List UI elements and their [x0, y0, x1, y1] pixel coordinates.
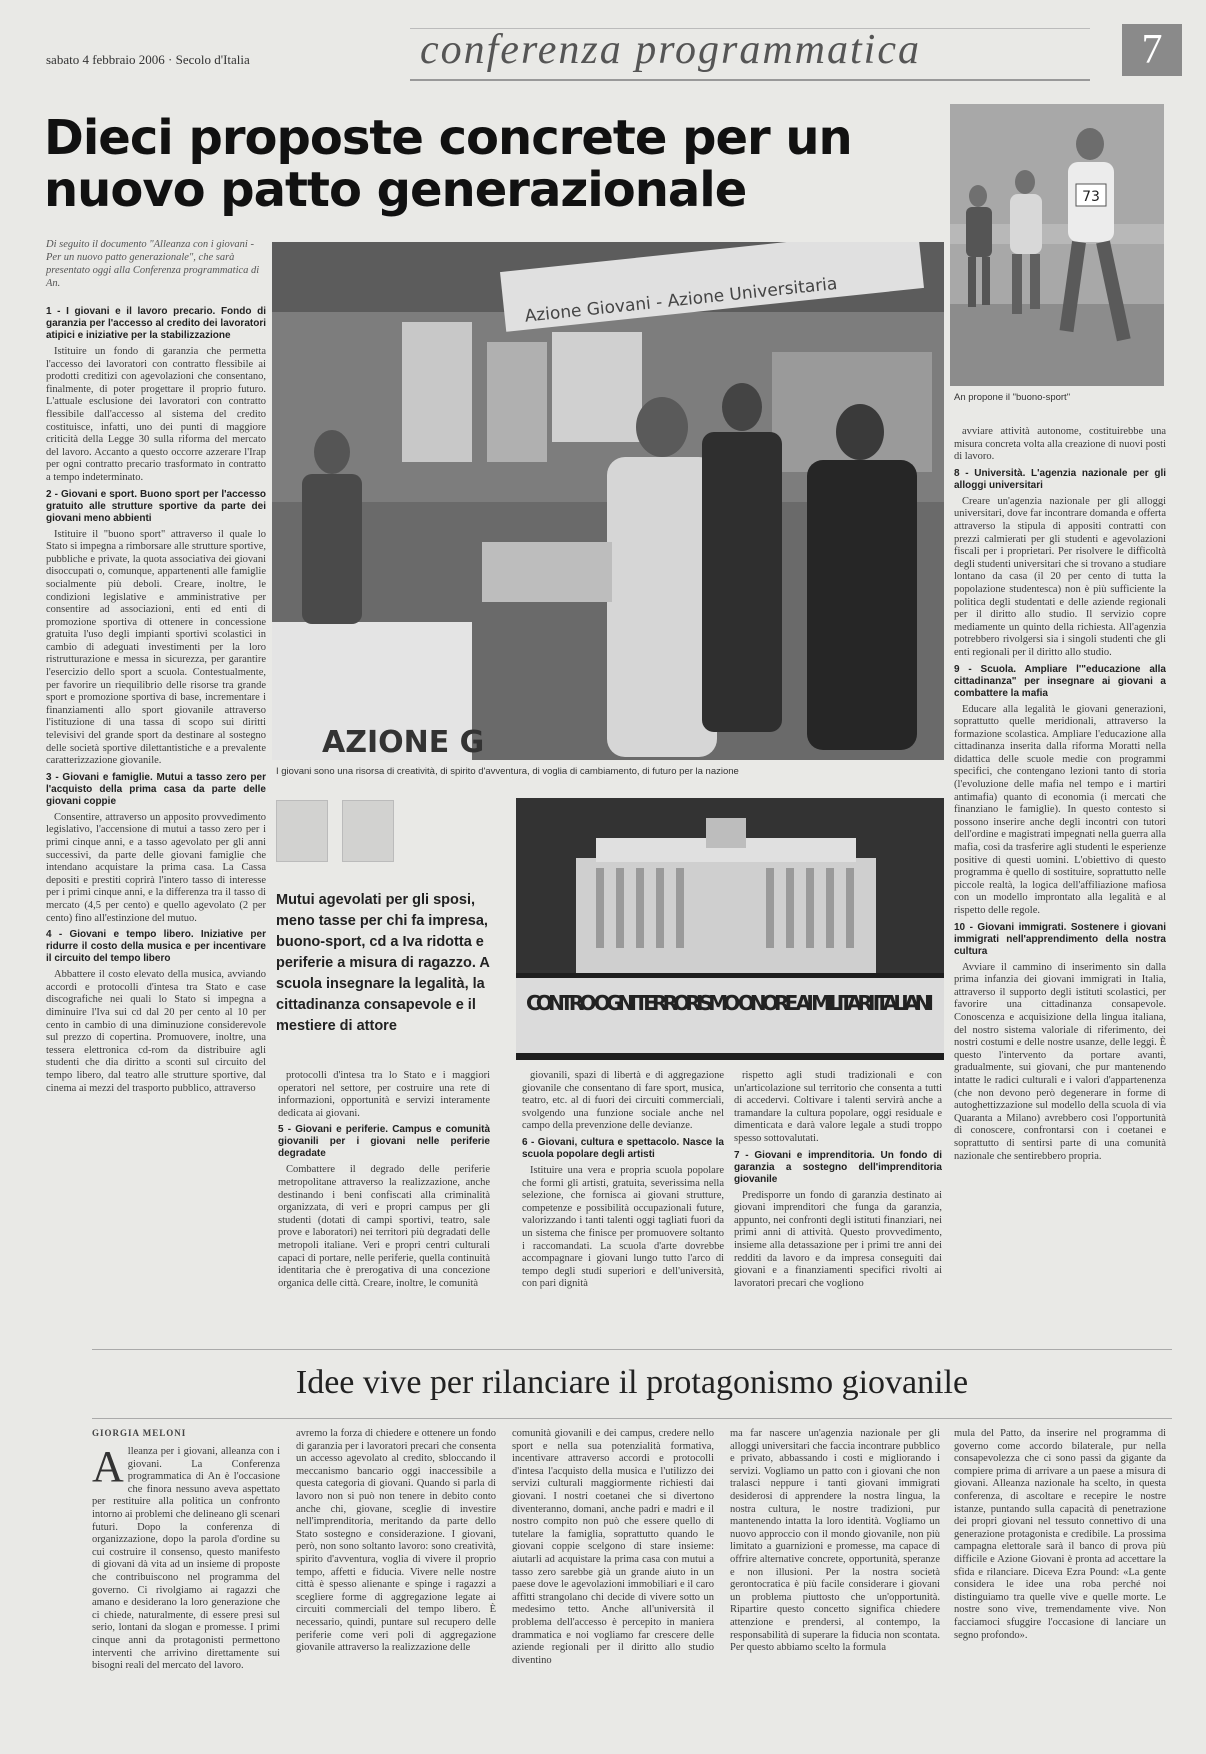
col4-block: Predisporre un fondo di garanzia destinato ai giovani imprenditori che funga da garanzia, appunto, nei confronti degli istituti finanziari, nei primi anni di attività. Questo provvedimento, insieme alla detassazione per i primi tre anni dei redditi da lavoro e da impresa conseguiti dai giovani e a finanziamenti specifici rivolti ai lavoratori precari che vogliono — [734, 1189, 942, 1289]
col1-block: Istituire il "buono sport" attraverso il quale lo Stato si impegna a rimborsare alle strutture sportive, pubbliche e private, la quota associativa dei giovani disoccupati o, comunque, appartenenti alle famiglie socialmente più deboli. Creare, inoltre, le condizioni legislative e amministrative per consentire ad associazioni, enti ed enti di promozione sportiva di ottenere in concessione gratuita l'uso degli impianti sportivi scolastici in cambio di adeguati investimenti per la loro ristrutturazione e messa in sicurezza, per garantire l'esercizio dello sport a scuola. Contestualmente, per favorire un riequilibrio delle risorse tra grande sport e promozione sportiva di base, incrementare i finanziamenti allo sport giovanile attraverso l'istituzione di una tassa di scopo sui diritti televisivi del grande sport da destinare al sostegno delle società sportive dilettantistiche e a prevalente caratterizzazione giovanile. — [46, 528, 266, 767]
byline: GIORGIA MELONI — [92, 1428, 187, 1438]
col1-block: 1 - I giovani e il lavoro precario. Fondo di garanzia per l'accesso al credito dei lavoratori atipici e iniziative per la stabilizzazione — [46, 306, 266, 341]
col5-block: Educare alla legalità le giovani generazioni, soprattutto quelle meridionali, attraverso la formazione scolastica. Ampliare l'educazione alla cittadinanza inserita dalla riforma Moratti nella didattica delle scuole medie con programmi specifici, che contengano lezioni tanto di storia (l'evoluzione delle mafia nel tempo e i martiri antimafia) quanto di economia (i mercati che finanziano le famiglie). In questo contesto si possono inserire anche degli incontri con tutori dell'ordine e magistrati impegnati nella guerra alla mafia, così da trasferire agli studenti le esperienze positive di questi uomini. L'obiettivo di questo programma è quello di sostituire, soprattutto nelle piccole realtà, la logica dell'affiliazione mafiosa con un modello improntato alla legalità e al rispetto delle regole. — [954, 703, 1166, 916]
deco-square — [276, 800, 328, 862]
bottom-col-text: comunità giovanili e dei campus, credere nello sport e nella sua potenzialità formativa, incentivare attraverso accordi e protocolli d'intesa l'acquisto della musica e l'utilizzo dei servizi culturali maggiormente richiesti dai giovani. I nostri coetanei che si divertono diventeranno, domani, anche padri e madri e il nostro compito non può che essere quello di tutelare la famiglia, soprattutto quando le giovani coppie scelgono di stare insieme: aiutarli ad acquistare la prima casa con mutui a tasso zero sarebbe già un grande aiuto in un paese dove le agevolazioni immobiliari e il caro affitti strangolano chi decide di vivere sotto un medesimo tetto. Anche all'università il problema dell'accesso è percepito in maniera drammatica e noi vogliamo far crescere delle aziende regionali per il diritto allo studio diventino — [512, 1428, 714, 1666]
column-1 — [46, 306, 266, 1322]
col1-block: 3 - Giovani e famiglie. Mutui a tasso zero per l'acquisto della prima casa da parte delle giovani coppie — [46, 771, 266, 807]
col4-block: rispetto agli studi tradizionali e con un'articolazione sul territorio che consenta a tutti di accedervi. Coltivare i talenti servirà anche a tramandare la cultura popolare, oggi residuale e dimenticata e darà valore legale a studi troppo spesso sottovalutati. — [734, 1070, 942, 1144]
bottom-column-5 — [954, 1428, 1166, 1746]
col5-block: 9 - Scuola. Ampliare l'"educazione alla cittadinanza" per insegnare ai giovani a combattere la mafia — [954, 663, 1166, 699]
protest-banner: CONTRO OGNI TERRORISMO ONORE AI MILITARI ITALIANI — [526, 991, 934, 1015]
intro-text: Di seguito il documento "Alleanza con i giovani - Per un nuovo patto generazionale", che sarà presentato oggi alla Conferenza programmatica di An. — [46, 239, 260, 289]
section-title: conferenza programmatica — [420, 27, 921, 73]
bottom-col-text: mula del Patto, da inserire nel programma di governo come accordo bilaterale, pur nella consapevolezza che ci sono passi da gigante da compiere prima di arrivare a un paese a misura di giovani. Alleanza nazionale ha scelto, in questa conferenza, di ascoltare e recepire le nostre istanze, puntando sulla capacità di penetrazione dei propri giovani nel tessuto connettivo di una generazione protagonista e credibile. La prossima campagna elettorale sarà il banco di prova più difficile e Azione Giovani è pronta ad accettare la sfida e rilanciare. Diceva Ezra Pound: «La gente considera le idee una roba perché noi distinguiamo tra quelle vive e quelle morte. Le nostre sono vive, tremendamente vive. Non facciamoci sfuggire l'occasione di lanciare un segno profondo». — [954, 1428, 1166, 1641]
col3-block: Istituire una vera e propria scuola popolare che formi gli artisti, gratuita, severissima nella selezione, che fornisca ai giovani strutture, competenze e possibilità occupazionali future, valorizzando i tanti talenti oggi tagliati fuori da un sistema che finisce per promuovere soltanto i raccomandati. La scuola d'arte dovrebbe accompagnare i giovani lungo tutto l'arco di tempo degli studi superiori e dell'università, con pari dignità — [522, 1164, 724, 1290]
night-photo — [516, 798, 944, 1060]
sport-caption: An propone il "buono-sport" — [954, 392, 1071, 403]
pull-quote: Mutui agevolati per gli sposi, meno tasse per chi fa impresa, buono-sport, cd a Iva ridotta e periferie a misura di ragazzo. A scuola insegnare la legalità, la cittadinanza consapevole e il mestiere di attore — [276, 892, 490, 1034]
col3-block: giovanili, spazi di libertà e di aggregazione giovanile che consentano di fare sport, musica, teatro, etc. al di fuori dei circuiti commerciali, svolgendo una funzione sociale anche nel campo della prevenzione delle devianze. — [522, 1070, 724, 1132]
col5-block: 8 - Università. L'agenzia nazionale per gli alloggi universitari — [954, 467, 1166, 491]
bottom-column-4 — [730, 1428, 940, 1746]
col1-block: Consentire, attraverso un apposito provvedimento legislativo, l'accensione di mutui a tasso zero per i primi cinque anni, e a tasso agevolato per gli anni successivi, da parte delle giovani famiglie che intendano acquistare la prima casa. La Cassa depositi e prestiti coprirà l'intero tasso di interesse per i primi cinque anni, e la differenza tra il tasso di mercato (4,5 per cento) e quello agevolato (2 per cento) fino all'estinzione del mutuo. — [46, 811, 266, 924]
col3-block: 6 - Giovani, cultura e spettacolo. Nasce la scuola popolare degli artisti — [522, 1136, 724, 1160]
bottom-column-1 — [92, 1446, 280, 1746]
col5-block: Avviare il cammino di inserimento sin dalla prima infanzia dei giovani immigrati in Italia, attraverso il supporto degli istituti scolastici, per favorire una cittadinanza consapevole. Conoscenza e acquisizione della lingua italiana, del nostro sistema valoriale di riferimento, dei nostri costumi e delle nostre usanze, delle leggi. È questo l'intervento da portare avanti, gradualmente, sui giovani, che pur mantenendo intatte le radici culturali e i valori d'appartenenza (che non devono però degenerare in forme di autoghettizzazione sul modello della scuola di via Quaranta a Milano) avrebbero così l'opportunità di conoscere, confrontarsi con i coetanei e soprattutto di sentirsi parte di una comunità nazionale che sentirebbero propria. — [954, 961, 1166, 1162]
main-photo — [272, 242, 944, 760]
sport-photo — [950, 104, 1164, 386]
column-3 — [522, 1070, 724, 1326]
col1-block: Istituire un fondo di garanzia che permetta l'accesso dei lavoratori con contratto flessibile ai prodotti creditizi con agevolazioni che consentano, finalmente, di poter progettare il proprio futuro. L'attuale esclusione dei lavoratori con contratto flessibile dall'accesso al sistema del credito costituisce, infatti, uno dei punti di maggiore criticità della Legge 30 sulla riforma del mercato del lavoro. Accanto a questo occorre azzerare l'Irap per ogni contratto precario trasformato in contratto a tempo indeterminato. — [46, 346, 266, 483]
col2-block: 5 - Giovani e periferie. Campus e comunità giovanili per i giovani nelle periferie degradate — [278, 1124, 490, 1160]
col4-block: 7 - Giovani e imprenditoria. Un fondo di garanzia a sostegno dell'imprenditoria giovanile — [734, 1149, 942, 1185]
dropcap: A — [92, 1446, 124, 1491]
col5-block: avviare attività autonome, costituirebbe una misura concreta volta alla creazione di nuovi posti di lavoro. — [954, 426, 1166, 463]
stand-sign: AZIONE G — [322, 725, 485, 760]
masthead-date: sabato 4 febbraio 2006 · Secolo d'Italia — [46, 52, 250, 67]
monument-illustration — [516, 798, 944, 1060]
bottom-column-3 — [512, 1428, 714, 1746]
col1-block: 4 - Giovani e tempo libero. Iniziative per ridurre il costo della musica e per incentivare il circuito del tempo libero — [46, 929, 266, 965]
runner-bib: 73 — [1082, 189, 1100, 205]
headline: Dieci proposte concrete per un nuovo patto generazionale — [44, 110, 852, 218]
bottom-col-text: ma far nascere un'agenzia nazionale per gli alloggi universitari che faccia incontrare pubblico e privato, abbassando i costi e migliorando i servizi. Vogliamo un patto con i giovani che non tralasci neppure i tanti giovani immigrati desiderosi di apprendere la nostra lingua, la nostra cultura, le nostre tradizioni, pur mantenendo intatta la loro identità. Vogliamo un nuovo approccio con il mondo giovanile, non più limitato a guarnizioni e promesse, ma capace di offrire alternative concrete, opportunità, speranze e non illusioni. Per la nostra società gerontocratica è più facile considerare i giovani un problema piuttosto che un'opportunità. Ripartire questo concetto significa chiedere attenzione e prendersi, al contempo, la responsabilità di superare la fiducia non scontata. Per questo abbiamo scelto la formula — [730, 1428, 940, 1654]
divider — [92, 1418, 1172, 1419]
deco-square — [342, 800, 394, 862]
runners-illustration — [950, 104, 1164, 386]
stand-illustration — [272, 242, 944, 760]
col1-block: Abbattere il costo elevato della musica, avviando accordi e protocolli d'intesa tra Stato e case discografiche nei quali lo Stato si impegna a diminuire l'Iva sui cd dal 20 per cento al 10 per cento in cambio di una diminuzione considerevole sul prezzo di copertina. Promuovere, inoltre, una tessera elettronica cd-rom da distribuire agli studenti che dia diritto a sconti sul circuito del tempo libero, dal teatro alle strutture sportive, dal cinema ai mezzi del trasporto pubblico, attraverso — [46, 969, 266, 1094]
col5-block: Creare un'agenzia nazionale per gli alloggi universitari, dove far incontrare domanda e offerta attraverso la stipula di appositi contratti con prezzi calmierati per gli studenti e agevolazioni fiscali per i proprietari. Per risolvere le difficoltà degli studenti universitari che si trovano a studiare lontano da casa (il 20 per cento di tutta la popolazione studentesca) non è più sufficiente la politica degli studentati e delle aziende regionali per il diritto allo studio. Il servizio copre mediamente un quinto della richiesta. All'agenzia potrebbero rivolgersi sia i singoli studenti che gli enti regionali per il diritto allo studio. — [954, 495, 1166, 658]
bottom-col-text: lleanza per i giovani, alleanza con i giovani. La Conferenza programmatica di An è l'occasione che finora nessuno aveva aspettato per restituire alla politica un confronto intorno ai problemi che delineano gli scenari futuri. Dopo la conferenza di organizzazione, dopo la parola d'ordine su cui costruire il consenso, questo manifesto di giovani dà vita ad un insieme di proposte che contribuiscono nel programma del governo. Ci rivolgiamo ai ragazzi che amano e desiderano la loro generazione che ci chiede, naturalmente, di essere presi sul serio, lontani da slogan e promesse. I primi cinque anni da protagonisti permettono interventi che arrivino direttamente sui bisogni reali del mercato del lavoro. — [92, 1446, 280, 1672]
page-number: 7 — [1122, 24, 1182, 76]
col5-block: 10 - Giovani immigrati. Sostenere i giovani immigrati nell'apprendimento della nostra cultura — [954, 921, 1166, 957]
column-4 — [734, 1070, 942, 1326]
bottom-title: Idee vive per rilanciare il protagonismo giovanile — [295, 1364, 969, 1401]
col2-block: protocolli d'intesa tra lo Stato e i maggiori operatori nel settore, per costruire una rete di informazioni, opportunità e servizi interamente dedicata ai giovani. — [278, 1070, 490, 1119]
main-caption: I giovani sono una risorsa di creatività, di spirito d'avventura, di voglia di cambiamento, di futuro per la nazione — [276, 766, 739, 777]
stand-banner: Azione Giovani - Azione Universitaria — [523, 273, 839, 327]
col1-block: 2 - Giovani e sport. Buono sport per l'accesso gratuito alle strutture sportive da parte dei giovani meno abbienti — [46, 488, 266, 524]
column-2 — [278, 1070, 490, 1326]
column-5 — [954, 426, 1166, 1326]
col2-block: Combattere il degrado delle periferie metropolitane attraverso la realizzazione, anche destinando i beni confiscati alla criminalità organizzata, di veri e propri campus per gli studenti (dotati di campi sportivi, teatro, sale prove e laboratori) nei territori più degradati delle metropoli italiane. Veri e propri centri culturali capaci di portare, nelle periferie, quella continuità identitaria che è prerogativa di una concezione organica delle città. Creare, inoltre, le comunità — [278, 1164, 490, 1289]
bottom-column-2 — [296, 1428, 496, 1746]
bottom-col-text: avremo la forza di chiedere e ottenere un fondo di garanzia per i lavoratori precari che consenta un accesso agevolato al credito, sbloccando il meccanismo bancario oggi inaccessibile a questa categoria di giovani. Quando si parla di lavoro non si può non tenere in debito conto anche chi, giovane, sceglie di investire nell'imprenditoria, meritando da parte dello Stato sostegno e considerazione. I giovani, però, non sono soltanto lavoro: sono creatività, spirito d'avventura, voglia di vivere il proprio tempo, affetti e fiducia. Vivere nelle nostre città è spesso alienante e spinge i ragazzi a scegliere forme di aggregazione legate ai circuiti commerciali del tempo libero. È necessario, quindi, puntare sul recupero delle periferie come veri poli di aggregazione giovanile attraverso la realizzazione delle — [296, 1428, 496, 1654]
